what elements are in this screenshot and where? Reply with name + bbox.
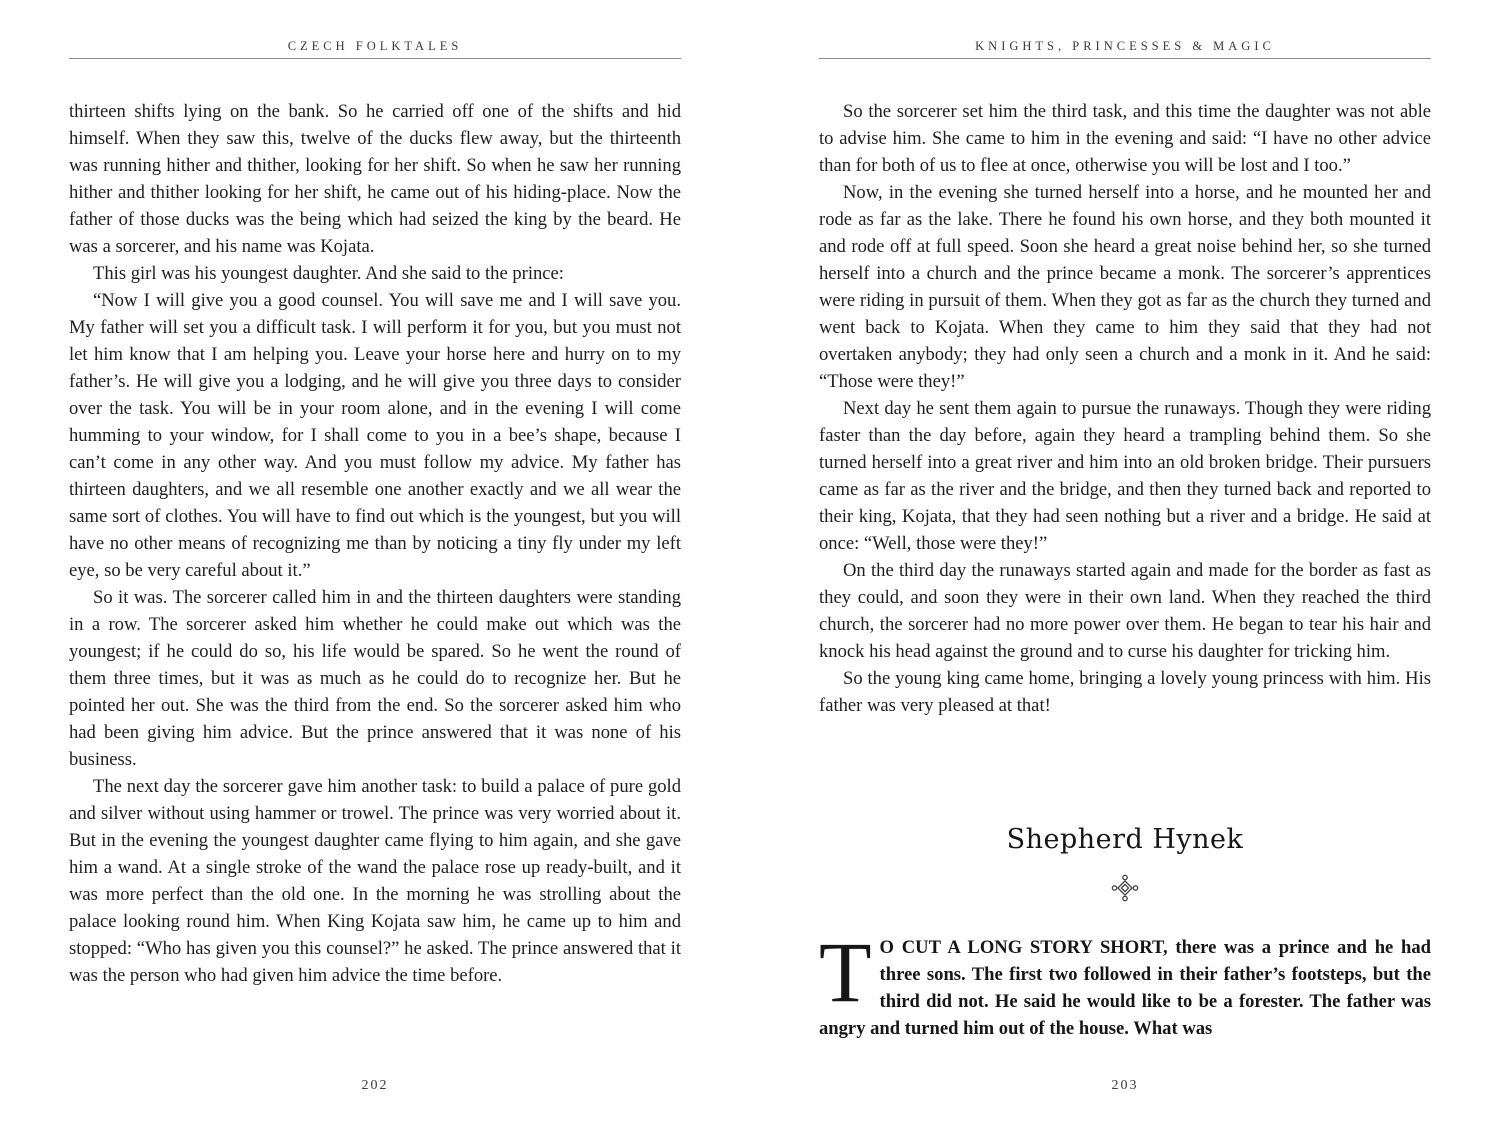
paragraph: thirteen shifts lying on the bank. So he carried off one of the shifts and hid himself. When they saw this, twelve of the ducks flew away, but the thirteenth was running hither and thither, looking for her shift. So when he saw her running hither and thither looking for her shift, he came out of his hiding-place. Now the father of those ducks was the being which had seized the king by the beard. He was a sorcerer, and his name was Kojata. (69, 101, 681, 257)
paragraph: Now, in the evening she turned herself into a horse, and he mounted her and rode as far as the lake. There he found his own horse, and they both mounted it and rode off at full speed. Soon she heard a great noise behind her, so she turned herself into a church and the prince became a monk. The sorcerer’s apprentices were riding in pursuit of them. When they got as far as the church they turned and went back to Kojata. When they came to him they said that they had not overtaken anybody; they had only seen a church and a monk in it. And he said: “Those were they!” (819, 182, 1431, 392)
paragraph: “Now I will give you a good counsel. You will save me and I will save you. My father will set you a difficult task. I will perform it for you, but you must not let him know that I am helping you. Leave your horse here and hurry on to my father’s. He will give you a lodging, and he will give you three days to consider over the task. You will be in your room alone, and in the evening I will come humming to your window, for I shall come to you in a bee’s shape, because I can’t come in any other way. And you must follow my advice. My father has thirteen daughters, and we all resemble one another exactly and we all wear the same sort of clothes. You will have to find out which is the youngest, but you will have no other means of recognizing me than by noticing a tiny fly under my left eye, so be very careful about it.” (69, 290, 681, 581)
body-text (69, 98, 681, 989)
knot-ornament-icon (1111, 874, 1139, 902)
paragraph: Next day he sent them again to pursue the runaways. Though they were riding faster than the day before, again they heard a trampling behind them. So she turned herself into a great river and him into an old broken bridge. Their pursuers came as far as the river and the bridge, and then they turned back and reported to their king, Kojata, that they had seen nothing but a river and a bridge. He said at once: “Well, those were they!” (819, 398, 1431, 554)
paragraph: This girl was his youngest daughter. And she said to the prince: (93, 263, 564, 284)
paragraph: So it was. The sorcerer called him in and the thirteen daughters were standing in a row. The sorcerer asked him whether he could make out which was the youngest; if he could do so, his life would be spared. So he went the round of them three times, but it was as much as he could do to recognize her. But he pointed her out. She was the third from the end. So the sorcerer asked him who had been giving him advice. But the prince answered that it was none of his business. (69, 587, 681, 770)
story-opening (819, 924, 1431, 1042)
body-text (819, 98, 1431, 719)
paragraph: On the third day the runaways started again and made for the border as fast as they could, and soon they were in their own land. When they reached the third church, the sorcerer had no more power over them. He began to tear his hair and knock his head against the ground and to curse his daughter for tricking him. (819, 560, 1431, 662)
story-title: Shepherd Hynek (1006, 824, 1244, 855)
page-number: 203 (1111, 1078, 1139, 1093)
page-number: 202 (361, 1078, 389, 1093)
paragraph: So the young king came home, bringing a lovely young princess with him. His father was very pleased at that! (819, 668, 1431, 716)
running-head: CZECH FOLKTALES (287, 39, 463, 53)
right-page (819, 0, 1431, 1143)
left-page (69, 0, 681, 1143)
drop-cap: T (819, 924, 872, 1020)
paragraph: So the sorcerer set him the third task, and this time the daughter was not able to advise him. She came to him in the evening and said: “I have no other advice than for both of us to flee at once, otherwise you will be lost and I too.” (819, 101, 1431, 176)
header-rule (69, 58, 681, 59)
running-head: KNIGHTS, PRINCESSES & MAGIC (975, 39, 1275, 53)
paragraph: The next day the sorcerer gave him another task: to build a palace of pure gold and silver without using hammer or trowel. The prince was very worried about it. But in the evening the youngest daughter came flying to him again, and she gave him a wand. At a single stroke of the wand the palace rose up ready-built, and it was more perfect than the old one. In the morning he was strolling about the palace looking round him. When King Kojata saw him, he came up to him and stopped: “Who has given you this counsel?” he asked. The prince answered that it was the person who had given him advice the time before. (69, 776, 681, 986)
opening-text: O CUT A LONG STORY SHORT, there was a prince and he had three sons. The first two followed in their father’s footsteps, but the third did not. He said he would like to be a forester. The father was angry and turned him out of the house. What was (819, 937, 1431, 1039)
header-rule (819, 58, 1431, 59)
